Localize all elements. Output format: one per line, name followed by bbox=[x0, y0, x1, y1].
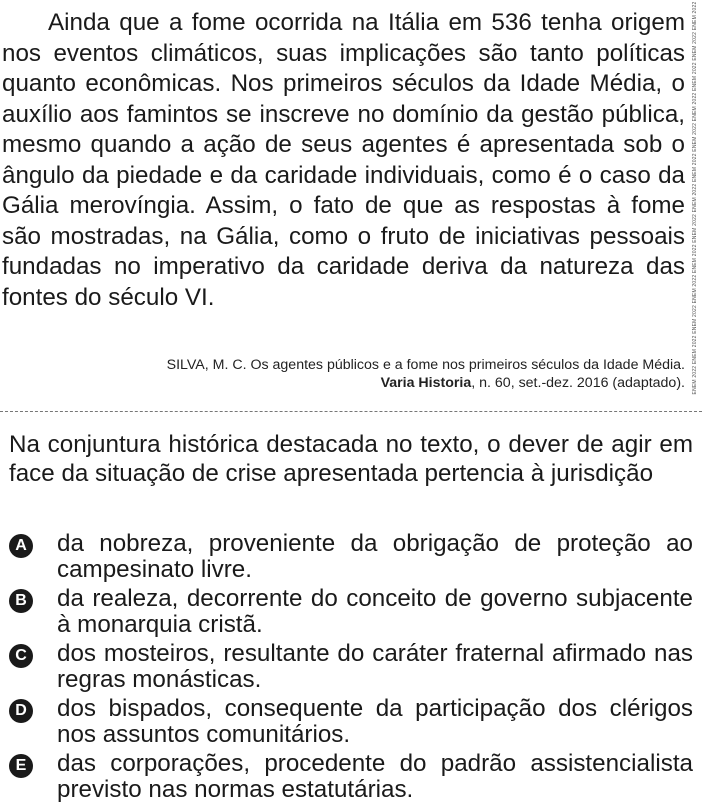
option-c[interactable] bbox=[9, 641, 693, 701]
option-e-letter-badge: E bbox=[9, 754, 33, 778]
side-watermark-text: ENEM 2022 ENEM 2022 ENEM 2022 ENEM 2022 ENEM 2022 ENEM 2022 ENEM 2022 ENEM 2022 ENEM 2022 ENEM 2022 ENEM 2022 ENEM 2022 ENEM 2022 bbox=[692, 1, 698, 395]
option-a[interactable] bbox=[9, 531, 693, 591]
side-watermark-strip bbox=[688, 2, 702, 394]
passage-text: Ainda que a fome ocorrida na Itália em 536 tenha origem nos eventos climáticos, suas implicações são tanto políticas quanto econômicas. Nos primeiros séculos da Idade Média, o auxílio aos famintos se inscreve no domínio da gestão pública, mesmo quando a ação de seus agentes é apresentada sob o ângulo da piedade e da caridade individuais, como é o caso da Gália merovíngia. Assim, o fato de que as respostas à fome são mostradas, na Gália, como o fruto de iniciativas pessoais fundadas no imperativo da caridade deriva da natureza das fontes do século VI. bbox=[2, 9, 685, 311]
source-journal: Varia Historia bbox=[380, 375, 472, 391]
option-e[interactable] bbox=[9, 751, 693, 811]
option-d[interactable] bbox=[9, 696, 693, 756]
option-d-letter-badge: D bbox=[9, 699, 33, 723]
source-citation-line2 bbox=[45, 374, 685, 392]
question-stem: Na conjuntura histórica destacada no texto, o dever de agir em face da situação de crise apresentada pertencia à jurisdição bbox=[9, 431, 693, 487]
option-b[interactable] bbox=[9, 586, 693, 646]
option-c-letter-badge: C bbox=[9, 644, 33, 668]
option-a-letter-badge: A bbox=[9, 534, 33, 558]
dashed-divider bbox=[0, 411, 702, 412]
option-e-text: das corporações, procedente do padrão assistencialista previsto nas normas estatutárias. bbox=[57, 750, 693, 803]
source-citation-line1: SILVA, M. C. Os agentes públicos e a fome nos primeiros séculos da Idade Média. bbox=[166, 357, 685, 373]
option-b-text: da realeza, decorrente do conceito de governo subjacente à monarquia cristã. bbox=[57, 585, 693, 638]
option-a-text: da nobreza, proveniente da obrigação de proteção ao campesinato livre. bbox=[57, 530, 693, 583]
source-details: , n. 60, set.-dez. 2016 (adaptado). bbox=[471, 375, 685, 391]
option-c-text: dos mosteiros, resultante do caráter fraternal afirmado nas regras monásticas. bbox=[57, 640, 693, 693]
option-d-text: dos bispados, consequente da participação dos clérigos nos assuntos comunitários. bbox=[57, 695, 693, 748]
option-b-letter-badge: B bbox=[9, 589, 33, 613]
